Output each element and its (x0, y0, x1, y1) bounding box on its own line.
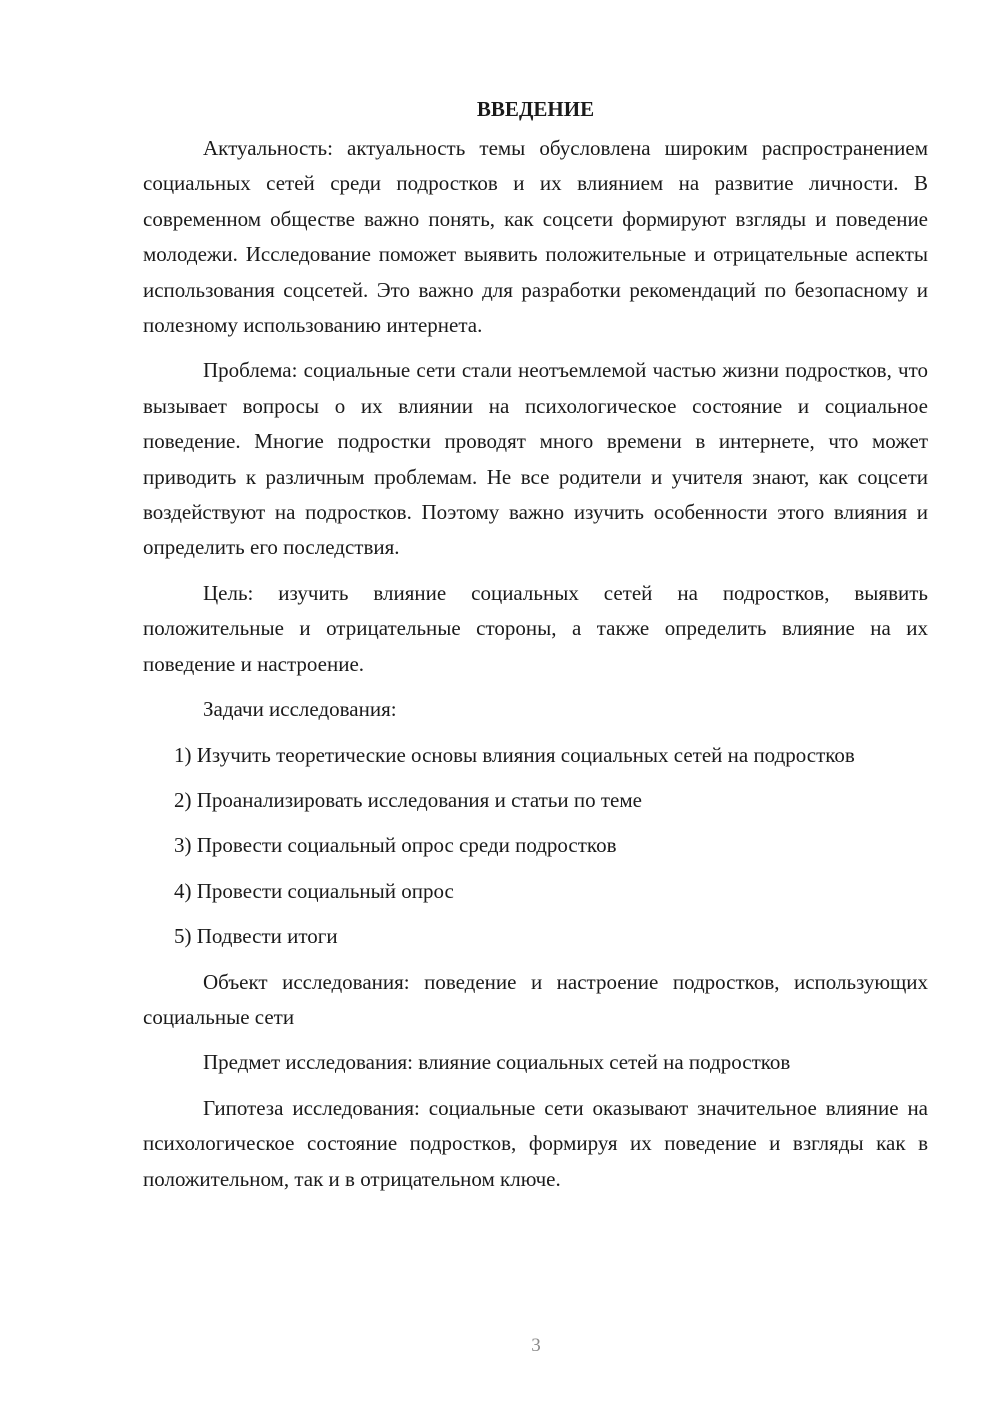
list-item: 3) Провести социальный опрос среди подростков (174, 833, 617, 858)
document-page (143, 92, 928, 1207)
problem-paragraph: Проблема: социальные сети стали неотъемлемой частью жизни подростков, что вызывает вопросы о их влиянии на психологическое состояние и социальное поведение. Многие подростки проводят много времени в интернете, что может приводить к различным проблемам. Не все родители и учителя знают, как соцсети воздействуют на подростков. Поэтому важно изучить особенности этого влияния и определить его последствия. (143, 358, 928, 560)
relevance-paragraph: Актуальность: актуальность темы обусловлена широким распространением социальных сетей среди подростков и их влиянием на развитие личности. В современном обществе важно понять, как соцсети формируют взгляды и поведение молодежи. Исследование поможет выявить положительные и отрицательные аспекты использования соцсетей. Это важно для разработки рекомендаций по безопасному и полезному использованию интернета. (143, 136, 928, 338)
page-number: 3 (531, 1335, 541, 1356)
list-item: 2) Проанализировать исследования и статьи по теме (174, 787, 642, 812)
page-title: ВВЕДЕНИЕ (476, 97, 595, 121)
tasks-title: Задачи исследования: (203, 697, 397, 722)
goal-paragraph: Цель: изучить влияние социальных сетей на подростков, выявить положительные и отрицательные стороны, а также определить влияние на их поведение и настроение. (143, 580, 928, 676)
subject-paragraph: Предмет исследования: влияние социальных сетей на подростков (203, 1050, 791, 1075)
list-item: 5) Подвести итоги (174, 924, 338, 949)
tasks-list (143, 738, 928, 955)
list-item: 1) Изучить теоретические основы влияния социальных сетей на подростков (174, 742, 855, 767)
list-item: 4) Провести социальный опрос (174, 878, 454, 903)
object-paragraph: Объект исследования: поведение и настроение подростков, использующих социальные сети (143, 969, 928, 1029)
hypothesis-paragraph: Гипотеза исследования: социальные сети оказывают значительное влияние на психологическое состояние подростков, формируя их поведение и взгляды как в положительном, так и в отрицательном ключе. (143, 1095, 928, 1191)
